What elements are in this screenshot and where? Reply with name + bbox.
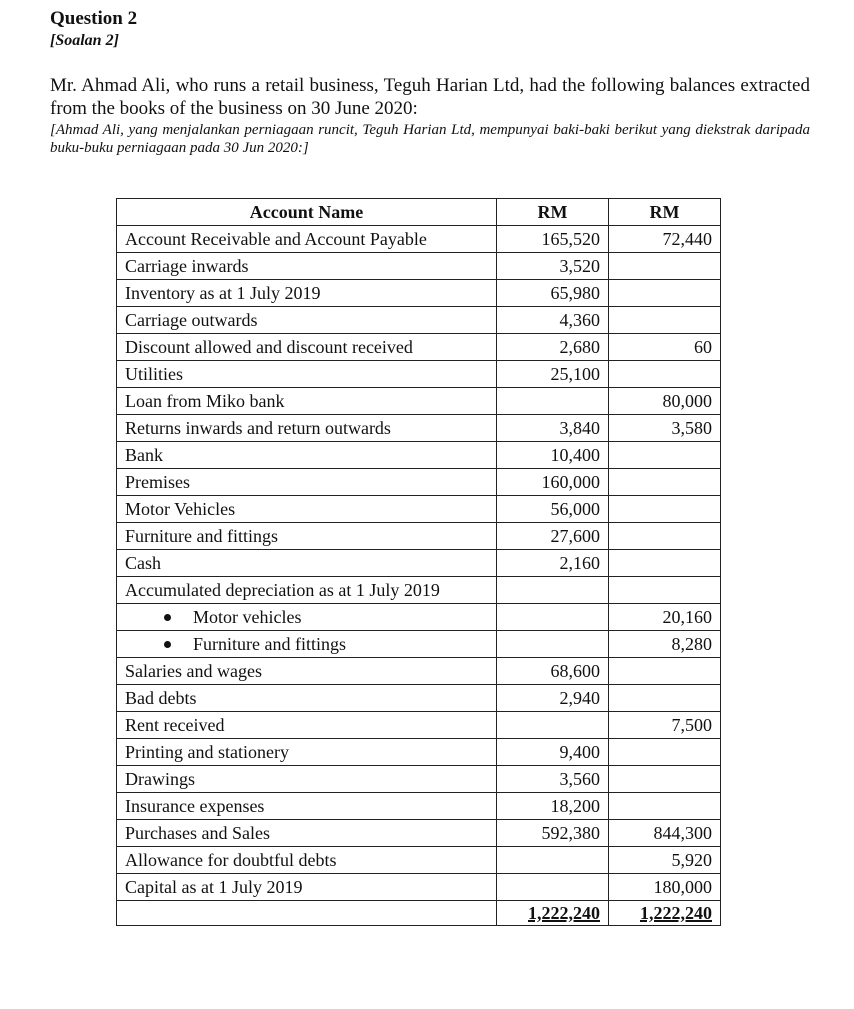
account-name-cell: Printing and stationery — [117, 739, 497, 766]
debit-cell: 592,380 — [497, 820, 609, 847]
account-name-label: Furniture and fittings — [193, 633, 346, 654]
table-row — [117, 388, 721, 415]
credit-cell — [609, 577, 721, 604]
account-name-label: Motor vehicles — [193, 606, 302, 627]
debit-cell — [497, 388, 609, 415]
total-credit: 1,222,240 — [609, 901, 721, 926]
debit-cell: 56,000 — [497, 496, 609, 523]
totals-label-cell — [117, 901, 497, 926]
header-debit: RM — [497, 199, 609, 226]
table-header-row — [117, 199, 721, 226]
debit-cell: 65,980 — [497, 280, 609, 307]
account-name-cell: Carriage outwards — [117, 307, 497, 334]
table-row — [117, 847, 721, 874]
table-row — [117, 577, 721, 604]
debit-cell: 2,160 — [497, 550, 609, 577]
debit-cell: 4,360 — [497, 307, 609, 334]
debit-cell: 68,600 — [497, 658, 609, 685]
account-name-cell — [117, 604, 497, 631]
credit-cell — [609, 523, 721, 550]
account-name-cell: Premises — [117, 469, 497, 496]
credit-cell — [609, 307, 721, 334]
debit-cell — [497, 577, 609, 604]
account-name-cell: Drawings — [117, 766, 497, 793]
credit-cell — [609, 280, 721, 307]
debit-cell — [497, 874, 609, 901]
credit-cell: 72,440 — [609, 226, 721, 253]
table-row — [117, 793, 721, 820]
account-name-cell: Utilities — [117, 361, 497, 388]
credit-cell — [609, 361, 721, 388]
debit-cell: 3,560 — [497, 766, 609, 793]
account-name-cell: Purchases and Sales — [117, 820, 497, 847]
credit-cell — [609, 658, 721, 685]
debit-cell: 25,100 — [497, 361, 609, 388]
table-row — [117, 280, 721, 307]
account-name-cell — [117, 631, 497, 658]
account-name-cell: Rent received — [117, 712, 497, 739]
account-name-cell: Inventory as at 1 July 2019 — [117, 280, 497, 307]
table-row — [117, 712, 721, 739]
debit-cell: 18,200 — [497, 793, 609, 820]
account-name-cell: Cash — [117, 550, 497, 577]
table-body — [117, 226, 721, 901]
table-row — [117, 766, 721, 793]
table-row — [117, 361, 721, 388]
header-account-name: Account Name — [117, 199, 497, 226]
account-name-cell: Insurance expenses — [117, 793, 497, 820]
credit-cell — [609, 550, 721, 577]
table-row — [117, 658, 721, 685]
account-name-cell: Returns inwards and return outwards — [117, 415, 497, 442]
credit-cell — [609, 685, 721, 712]
credit-cell — [609, 469, 721, 496]
debit-cell: 3,520 — [497, 253, 609, 280]
credit-cell — [609, 253, 721, 280]
question-intro: Mr. Ahmad Ali, who runs a retail business, Teguh Harian Ltd, had the following balances extracted from the books of the business on 30 June 2020: — [50, 75, 810, 119]
table-row — [117, 415, 721, 442]
account-name-cell: Discount allowed and discount received — [117, 334, 497, 361]
table-row — [117, 739, 721, 766]
debit-cell: 2,680 — [497, 334, 609, 361]
account-name-cell: Account Receivable and Account Payable — [117, 226, 497, 253]
table-row — [117, 307, 721, 334]
table-row — [117, 820, 721, 847]
debit-cell — [497, 847, 609, 874]
table-row — [117, 874, 721, 901]
table-row — [117, 442, 721, 469]
credit-cell: 5,920 — [609, 847, 721, 874]
credit-cell: 20,160 — [609, 604, 721, 631]
table-row — [117, 253, 721, 280]
debit-cell: 160,000 — [497, 469, 609, 496]
credit-cell: 7,500 — [609, 712, 721, 739]
account-name-cell: Motor Vehicles — [117, 496, 497, 523]
credit-cell — [609, 442, 721, 469]
credit-cell — [609, 496, 721, 523]
table-row — [117, 523, 721, 550]
table-row — [117, 685, 721, 712]
totals-row — [117, 901, 721, 926]
account-name-cell: Bad debts — [117, 685, 497, 712]
credit-cell — [609, 766, 721, 793]
header-credit: RM — [609, 199, 721, 226]
table-row — [117, 631, 721, 658]
debit-cell — [497, 631, 609, 658]
debit-cell: 9,400 — [497, 739, 609, 766]
account-name-cell: Bank — [117, 442, 497, 469]
question-title: Question 2 — [50, 8, 138, 29]
credit-cell: 3,580 — [609, 415, 721, 442]
bullet-icon — [164, 614, 171, 621]
debit-cell: 2,940 — [497, 685, 609, 712]
credit-cell: 8,280 — [609, 631, 721, 658]
table-row — [117, 226, 721, 253]
account-name-cell: Allowance for doubtful debts — [117, 847, 497, 874]
debit-cell: 165,520 — [497, 226, 609, 253]
credit-cell: 80,000 — [609, 388, 721, 415]
table-row — [117, 604, 721, 631]
table-row — [117, 334, 721, 361]
account-name-cell: Furniture and fittings — [117, 523, 497, 550]
debit-cell: 10,400 — [497, 442, 609, 469]
table-row — [117, 550, 721, 577]
credit-cell: 844,300 — [609, 820, 721, 847]
total-debit: 1,222,240 — [497, 901, 609, 926]
debit-cell: 27,600 — [497, 523, 609, 550]
debit-cell — [497, 604, 609, 631]
balances-table — [116, 198, 721, 926]
credit-cell: 180,000 — [609, 874, 721, 901]
account-name-cell: Salaries and wages — [117, 658, 497, 685]
question-subtitle: [Soalan 2] — [50, 32, 119, 49]
account-name-cell: Carriage inwards — [117, 253, 497, 280]
credit-cell — [609, 793, 721, 820]
account-name-cell: Accumulated depreciation as at 1 July 2019 — [117, 577, 497, 604]
account-name-cell: Loan from Miko bank — [117, 388, 497, 415]
table-row — [117, 496, 721, 523]
debit-cell: 3,840 — [497, 415, 609, 442]
table-row — [117, 469, 721, 496]
question-intro-translation: [Ahmad Ali, yang menjalankan perniagaan runcit, Teguh Harian Ltd, mempunyai baki-baki berikut yang diekstrak daripada buku-buku perniagaan pada 30 Jun 2020:] — [50, 122, 810, 156]
credit-cell: 60 — [609, 334, 721, 361]
bullet-icon — [164, 641, 171, 648]
account-name-cell: Capital as at 1 July 2019 — [117, 874, 497, 901]
debit-cell — [497, 712, 609, 739]
credit-cell — [609, 739, 721, 766]
